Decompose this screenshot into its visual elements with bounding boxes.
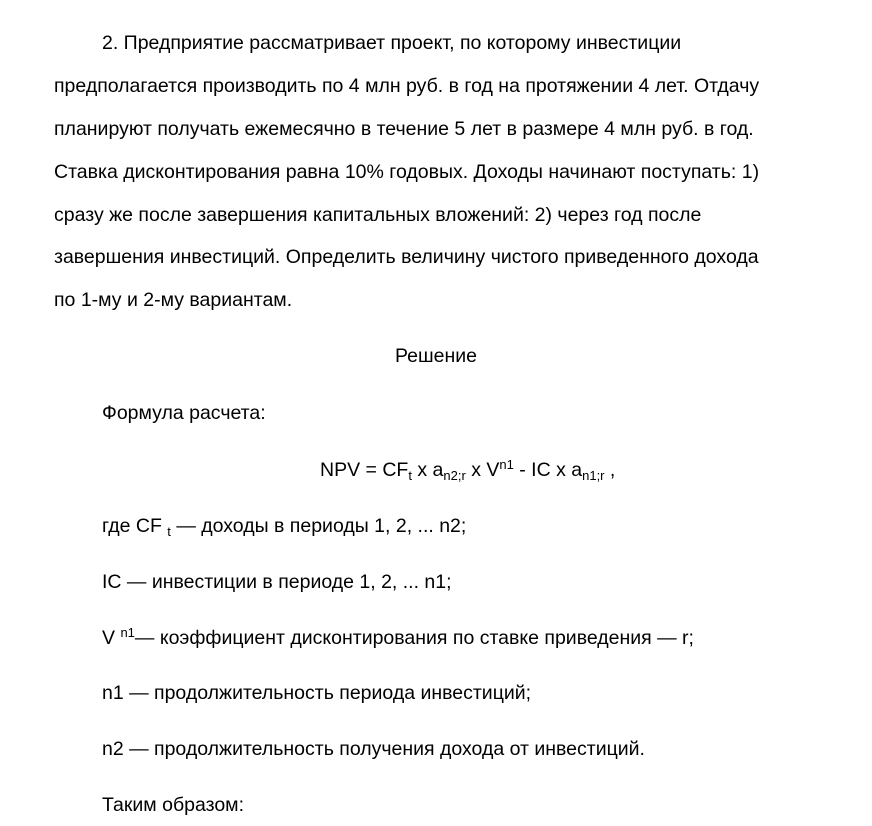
definition-n2: n2 — продолжительность получения дохода от инвестиций. — [102, 738, 645, 760]
problem-line-4: Ставка дисконтирования равна 10% годовых. Доходы начинают поступать: 1) — [54, 161, 760, 183]
formula-part: , — [604, 459, 616, 481]
definition-text: V — [102, 627, 121, 649]
problem-line-6: завершения инвестиций. Определить величину чистого приведенного дохода — [54, 246, 759, 268]
solution-heading: Решение — [395, 345, 477, 367]
npv-formula — [320, 458, 615, 482]
definition-n1: n1 — продолжительность периода инвестиций; — [102, 682, 532, 704]
definition-text: — коэффициент дисконтирования по ставке приведения — r; — [134, 627, 694, 649]
formula-subscript: t — [408, 468, 412, 483]
problem-line-5: сразу же после завершения капитальных вложений: 2) через год после — [54, 204, 702, 226]
definition-subscript: t — [167, 524, 171, 539]
definition-v — [102, 626, 694, 650]
formula-part: NPV = CF — [320, 459, 409, 481]
definition-ic: IC — инвестиции в периоде 1, 2, ... n1; — [102, 571, 452, 593]
definition-text: — доходы в периоды 1, 2, ... n2; — [170, 515, 467, 537]
formula-part: x a — [411, 459, 444, 481]
definition-cf — [102, 514, 466, 538]
problem-line-2: предполагается производить по 4 млн руб. в год на протяжении 4 лет. Отдачу — [54, 75, 760, 97]
formula-label: Формула расчета: — [102, 402, 266, 424]
conclusion-text: Таким образом: — [102, 794, 245, 816]
formula-subscript: n1;r — [582, 468, 605, 483]
formula-part: x V — [465, 459, 500, 481]
problem-line-1: 2. Предприятие рассматривает проект, по которому инвестиции — [102, 32, 682, 54]
formula-part: - IC x a — [513, 459, 583, 481]
problem-line-7: по 1-му и 2-му вариантам. — [54, 289, 293, 311]
definition-text: где CF — [102, 515, 168, 537]
problem-line-3: планируют получать ежемесячно в течение 5 лет в размере 4 млн руб. в год. — [54, 118, 754, 140]
formula-superscript: n1 — [499, 457, 514, 472]
definition-superscript: n1 — [120, 625, 135, 640]
formula-subscript: n2;r — [443, 468, 466, 483]
